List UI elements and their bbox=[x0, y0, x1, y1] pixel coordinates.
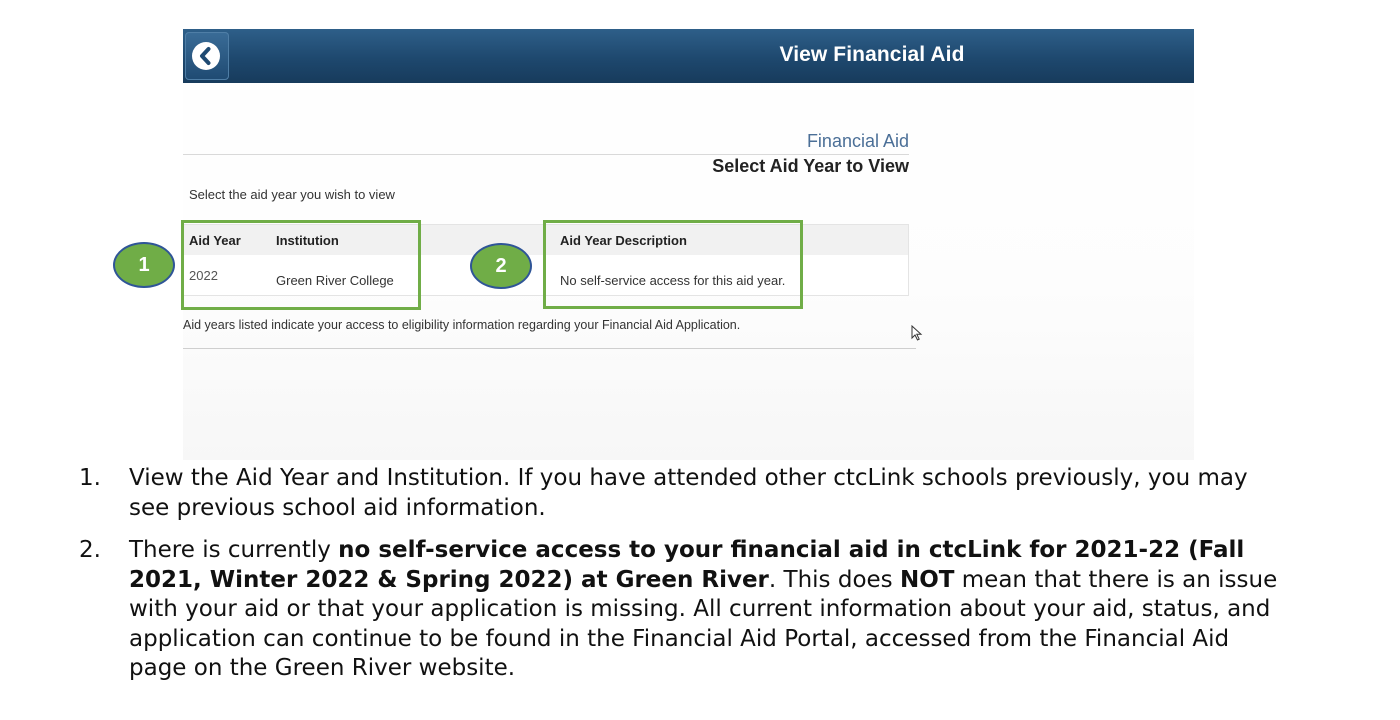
callout-box-1 bbox=[181, 220, 421, 310]
column-header-description: Aid Year Description bbox=[560, 233, 687, 248]
heading-divider bbox=[183, 154, 909, 155]
list-item-text: mean that there is an issue with your aid or that your application is missing. All current information about your aid, status, and application can continue to be found in the Financial Aid Portal, accessed from the Financial Aid page on the Green River website. bbox=[129, 566, 1278, 681]
list-item-text: View the Aid Year and Institution. If you have attended other ctcLink schools previously, you may see previous school aid information. bbox=[129, 465, 1248, 521]
column-header-aid-year: Aid Year bbox=[189, 233, 241, 248]
callout-badge-1: 1 bbox=[113, 242, 175, 288]
list-number: 1. bbox=[79, 465, 101, 491]
column-header-institution: Institution bbox=[276, 233, 339, 248]
description-cell: No self-service access for this aid year. bbox=[560, 273, 786, 288]
list-item-emphasis: NOT bbox=[899, 566, 955, 593]
footnote: Aid years listed indicate your access to eligibility information regarding your Financial Aid Application. bbox=[183, 318, 741, 332]
list-item bbox=[79, 464, 1279, 523]
instruction-text: Select the aid year you wish to view bbox=[189, 187, 395, 202]
list-item bbox=[79, 536, 1279, 684]
breadcrumb: Financial Aid bbox=[806, 131, 909, 151]
header-bar bbox=[183, 29, 1194, 83]
mouse-pointer-icon bbox=[911, 325, 923, 346]
aid-year-cell[interactable]: 2022 bbox=[189, 268, 218, 283]
callout-badge-2: 2 bbox=[470, 243, 532, 289]
list-number: 2. bbox=[79, 537, 101, 563]
list-item-text: There is currently bbox=[129, 537, 339, 563]
list-item-text: . This does bbox=[768, 566, 900, 593]
page-title: View Financial Aid bbox=[779, 43, 965, 66]
list-item-emphasis: no self-service access to your financial aid in ctcLink for 2021-22 (Fall 2021, Winter 2022 & Spring 2022) at Green River bbox=[129, 537, 1245, 593]
institution-cell: Green River College bbox=[276, 273, 394, 288]
callout-box-2 bbox=[543, 220, 803, 309]
instructions-list bbox=[79, 464, 1279, 684]
section-title: Select Aid Year to View bbox=[712, 156, 909, 176]
footer-divider bbox=[183, 348, 916, 349]
